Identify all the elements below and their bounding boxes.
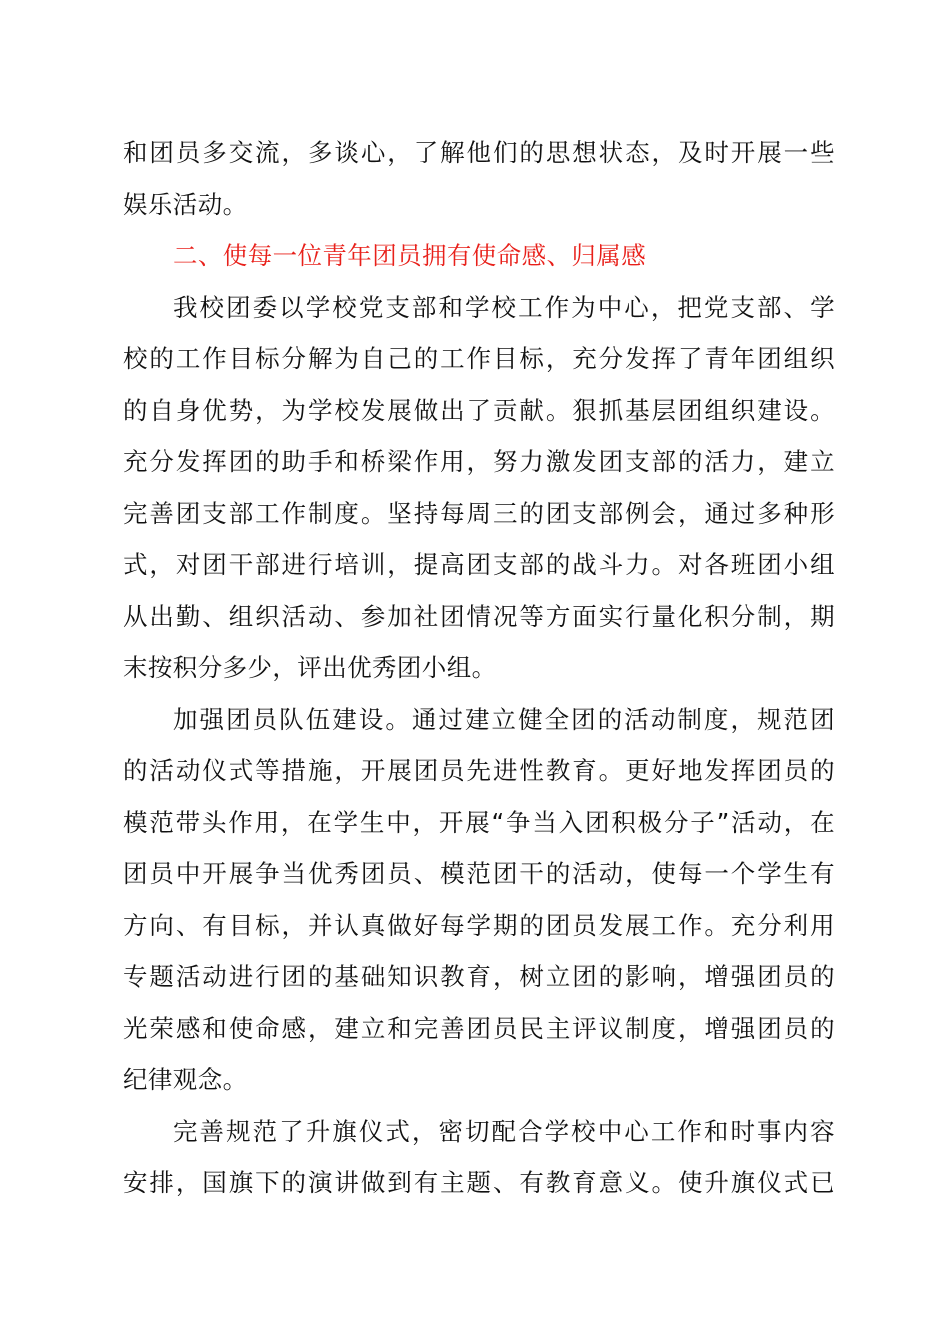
paragraph-first-line: 我校团委以学校党支部和学校工作为中心，把党支部、学 [173,292,835,322]
text-line: 娱乐活动。 [123,189,248,219]
text-line: 从出勤、组织活动、参加社团情况等方面实行量化积分制，期 [123,601,835,631]
paragraph-first-line: 完善规范了升旗仪式，密切配合学校中心工作和时事内容 [173,1116,835,1146]
text-line: 和团员多交流，多谈心，了解他们的思想状态，及时开展一些 [123,138,835,167]
text-line: 光荣感和使命感，建立和完善团员民主评议制度，增强团员的 [123,1013,835,1043]
document-body [123,127,835,1209]
text-line: 团员中开展争当优秀团员、模范团干的活动，使每一个学生有 [123,859,835,888]
text-line: 的活动仪式等措施，开展团员先进性教育。更好地发挥团员的 [123,756,835,785]
text-line: 的自身优势，为学校发展做出了贡献。狠抓基层团组织建设。 [123,395,835,425]
paragraph-first-line: 加强团员队伍建设。通过建立健全团的活动制度，规范团 [173,704,835,734]
text-line: 式，对团干部进行培训，提高团支部的战斗力。对各班团小组 [123,550,835,579]
text-line: 专题活动进行团的基础知识教育，树立团的影响，增强团员的 [123,962,835,991]
text-line: 方向、有目标，并认真做好每学期的团员发展工作。充分利用 [123,910,835,940]
text-line: 校的工作目标分解为自己的工作目标，充分发挥了青年团组织 [123,344,835,373]
section-heading: 二、使每一位青年团员拥有使命感、归属感 [173,241,647,270]
text-line: 完善团支部工作制度。坚持每周三的团支部例会，通过多种形 [123,498,835,528]
text-line: 纪律观念。 [123,1065,248,1094]
text-line: 安排，国旗下的演讲做到有主题、有教育意义。使升旗仪式已 [123,1168,835,1197]
text-line: 充分发挥团的助手和桥梁作用，努力激发团支部的活力，建立 [123,447,835,476]
text-line: 末按积分多少，评出优秀团小组。 [123,653,497,682]
text-line: 模范带头作用，在学生中，开展“争当入团积极分子”活动，在 [123,807,835,837]
